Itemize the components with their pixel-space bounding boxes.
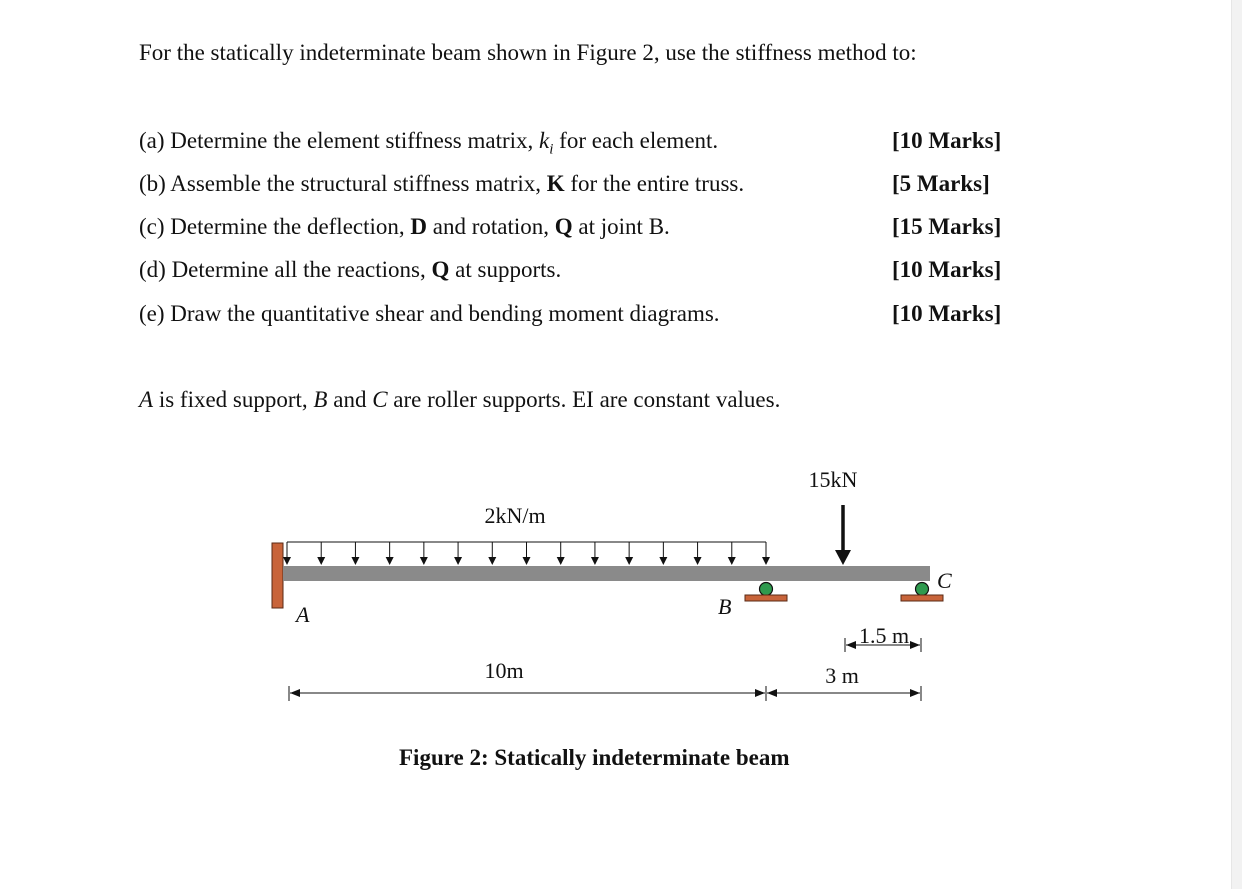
label-c: C (937, 568, 952, 593)
symbol-K: K (546, 171, 565, 196)
udl-arrow-head (659, 557, 667, 565)
udl-arrow-head (420, 557, 428, 565)
roller-b (760, 583, 773, 596)
intro-text: For the statically indeterminate beam shown in Figure 2, use the stiffness method to: (139, 40, 917, 65)
task-b: (b) Assemble the structural stiffness matrix, K for the entire truss. (139, 171, 745, 196)
udl-arrow-head (488, 557, 496, 565)
span-ab-label: 10m (484, 658, 524, 683)
marks-c: [15 Marks] (892, 214, 1002, 239)
task-d: (d) Determine all the reactions, Q at supports. (139, 257, 562, 282)
udl-arrow-head (591, 557, 599, 565)
udl-arrow-head (283, 557, 291, 565)
point-load-arrow-head (835, 550, 851, 565)
marks-d: [10 Marks] (892, 257, 1002, 282)
point-load-label: 15kN (808, 467, 858, 492)
udl-arrow-head (351, 557, 359, 565)
support-plate-c (901, 595, 943, 601)
task-a: (a) Determine the element stiffness matrix, $k_i$ for each element. (139, 128, 719, 158)
symbol-Q: Q (554, 214, 573, 239)
marks-e: [10 Marks] (892, 301, 1002, 326)
beam (283, 566, 930, 581)
marks-b: [5 Marks] (892, 171, 990, 196)
task-c: (c) Determine the deflection, D and rotation, Q at joint B. (139, 214, 670, 239)
roller-c (916, 583, 929, 596)
udl-label: 2kN/m (484, 503, 546, 528)
udl-arrows (283, 542, 770, 565)
symbol-D: D (410, 214, 428, 239)
udl-arrow-head (694, 557, 702, 565)
label-a: A (296, 602, 310, 627)
udl-arrow-head (523, 557, 531, 565)
symbol-k: k (539, 128, 550, 153)
support-plate-b (745, 595, 787, 601)
udl-arrow-head (728, 557, 736, 565)
udl-arrow-head (317, 557, 325, 565)
span-bc-label: 3 m (825, 663, 859, 688)
udl-arrow-head (386, 557, 394, 565)
symbol-Q-reactions: Q (431, 257, 450, 282)
dim-1-5m-label: 1.5 m (858, 623, 910, 648)
udl-arrow-head (557, 557, 565, 565)
udl-arrow-head (762, 557, 770, 565)
label-b: B (718, 594, 732, 619)
support-note: A is fixed support, B and C are roller supports. EI are constant values. (139, 387, 781, 412)
task-e: (e) Draw the quantitative shear and bending moment diagrams. (139, 301, 720, 326)
figure-caption: Figure 2: Statically indeterminate beam (399, 745, 790, 770)
udl-arrow-head (454, 557, 462, 565)
marks-a: [10 Marks] (892, 128, 1002, 153)
fixed-support-wall (272, 543, 283, 608)
udl-arrow-head (625, 557, 633, 565)
